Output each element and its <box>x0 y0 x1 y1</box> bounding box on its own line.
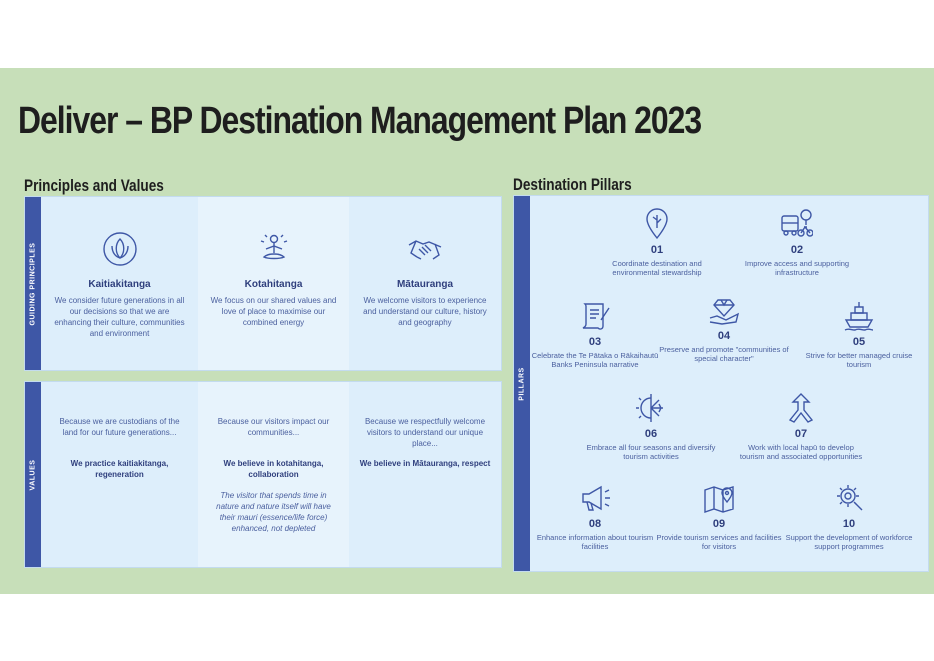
scroll-icon <box>579 300 611 332</box>
pillar-text: Embrace all four seasons and diversify tourism activities <box>586 443 716 461</box>
pillar-text: Enhance information about tourism facilities <box>536 533 654 551</box>
pillar-item <box>784 482 914 551</box>
value-card <box>349 382 501 567</box>
pillar-item <box>736 392 866 461</box>
value-text: Because our visitors impact our communities... <box>217 417 330 437</box>
pillar-number: 08 <box>588 518 602 530</box>
pillar-item <box>530 482 660 551</box>
principle-name: Mātauranga <box>396 279 454 290</box>
guiding-principles-panel <box>24 196 502 371</box>
pillar-number: 01 <box>650 244 664 256</box>
pillar-number: 05 <box>852 336 866 348</box>
pillar-number: 02 <box>790 244 804 256</box>
pillar-text: Strive for better managed cruise tourism <box>805 351 913 369</box>
ship-icon <box>843 300 875 332</box>
values-side-bar <box>25 382 41 567</box>
pillar-item <box>592 208 722 277</box>
principle-card <box>198 197 349 370</box>
pillar-item <box>659 294 789 363</box>
pillar-number: 03 <box>588 336 602 348</box>
guiding-principles-side-bar <box>25 197 41 370</box>
pillar-text: Provide tourism services and facilities for visitors <box>656 533 782 551</box>
value-quote: The visitor that spends time in nature and nature itself will have their mauri (essence/life force) enhanced, not depleted <box>216 491 331 533</box>
value-text: Because we respectfully welcome visitors to understand our unique place... <box>364 417 486 448</box>
pillars-side-label: PILLARS <box>518 366 526 401</box>
principles-values-heading: Principles and Values <box>24 176 164 195</box>
pillar-item <box>530 300 660 369</box>
guiding-principles-side-label: GUIDING PRINCIPLES <box>29 242 37 325</box>
map-pin-icon <box>703 482 735 514</box>
pillar-number: 10 <box>842 518 856 530</box>
pillar-number: 09 <box>712 518 726 530</box>
values-panel <box>24 381 502 568</box>
value-statement: We practice kaitiakitanga, regeneration <box>70 459 169 479</box>
value-card <box>41 382 198 567</box>
sun-snowflake-icon <box>635 392 667 424</box>
pillar-text: Work with local hapū to develop tourism and associated opportunities <box>739 443 863 461</box>
principle-description: We consider future generations in all our decisions so that we are enhancing their culture, communities and environment <box>54 296 185 338</box>
pillar-item <box>654 482 784 551</box>
lotus-icon <box>102 231 138 267</box>
pillar-text: Celebrate the Te Pātaka o Rākaihautū Banks Peninsula narrative <box>531 351 659 369</box>
slide <box>0 68 934 594</box>
pillar-text: Support the development of workforce support programmes <box>785 533 913 551</box>
pillars-side-bar <box>514 196 530 571</box>
value-statement: We believe in kotahitanga, collaboration <box>223 459 324 479</box>
handshake-icon <box>407 231 443 267</box>
diamond-hand-icon <box>708 294 740 326</box>
principle-description: We welcome visitors to experience and understand our culture, history and geography <box>363 296 487 327</box>
pillar-text: Preserve and promote "communities of special character" <box>659 345 789 363</box>
value-text: Because we are custodians of the land for our future generations... <box>59 417 180 437</box>
merge-arrows-icon <box>785 392 817 424</box>
pillar-text: Coordinate destination and environmental stewardship <box>612 259 702 277</box>
megaphone-icon <box>579 482 611 514</box>
values-side-label: VALUES <box>29 459 37 490</box>
principle-description: We focus on our shared values and love of place to maximise our combined energy <box>210 296 337 327</box>
gear-search-icon <box>833 482 865 514</box>
pillar-number: 06 <box>644 428 658 440</box>
page-title: Deliver – BP Destination Management Plan 2023 <box>18 100 702 142</box>
destination-pillars-heading: Destination Pillars <box>513 175 632 194</box>
principle-name: Kotahitanga <box>244 279 303 290</box>
value-card <box>198 382 349 567</box>
bus-bike-icon <box>781 208 813 240</box>
leaf-pin-icon <box>641 208 673 240</box>
value-statement: We believe in Mātauranga, respect <box>359 459 491 468</box>
pillar-number: 04 <box>717 330 731 342</box>
pillar-item <box>794 300 924 369</box>
principle-card <box>349 197 501 370</box>
pillars-panel <box>513 195 929 572</box>
pillar-item <box>732 208 862 277</box>
principle-card <box>41 197 198 370</box>
pillar-text: Improve access and supporting infrastructure <box>744 259 850 277</box>
pillar-item <box>586 392 716 461</box>
principle-name: Kaitiakitanga <box>88 279 151 290</box>
pillar-number: 07 <box>794 428 808 440</box>
meditation-icon <box>256 231 292 267</box>
